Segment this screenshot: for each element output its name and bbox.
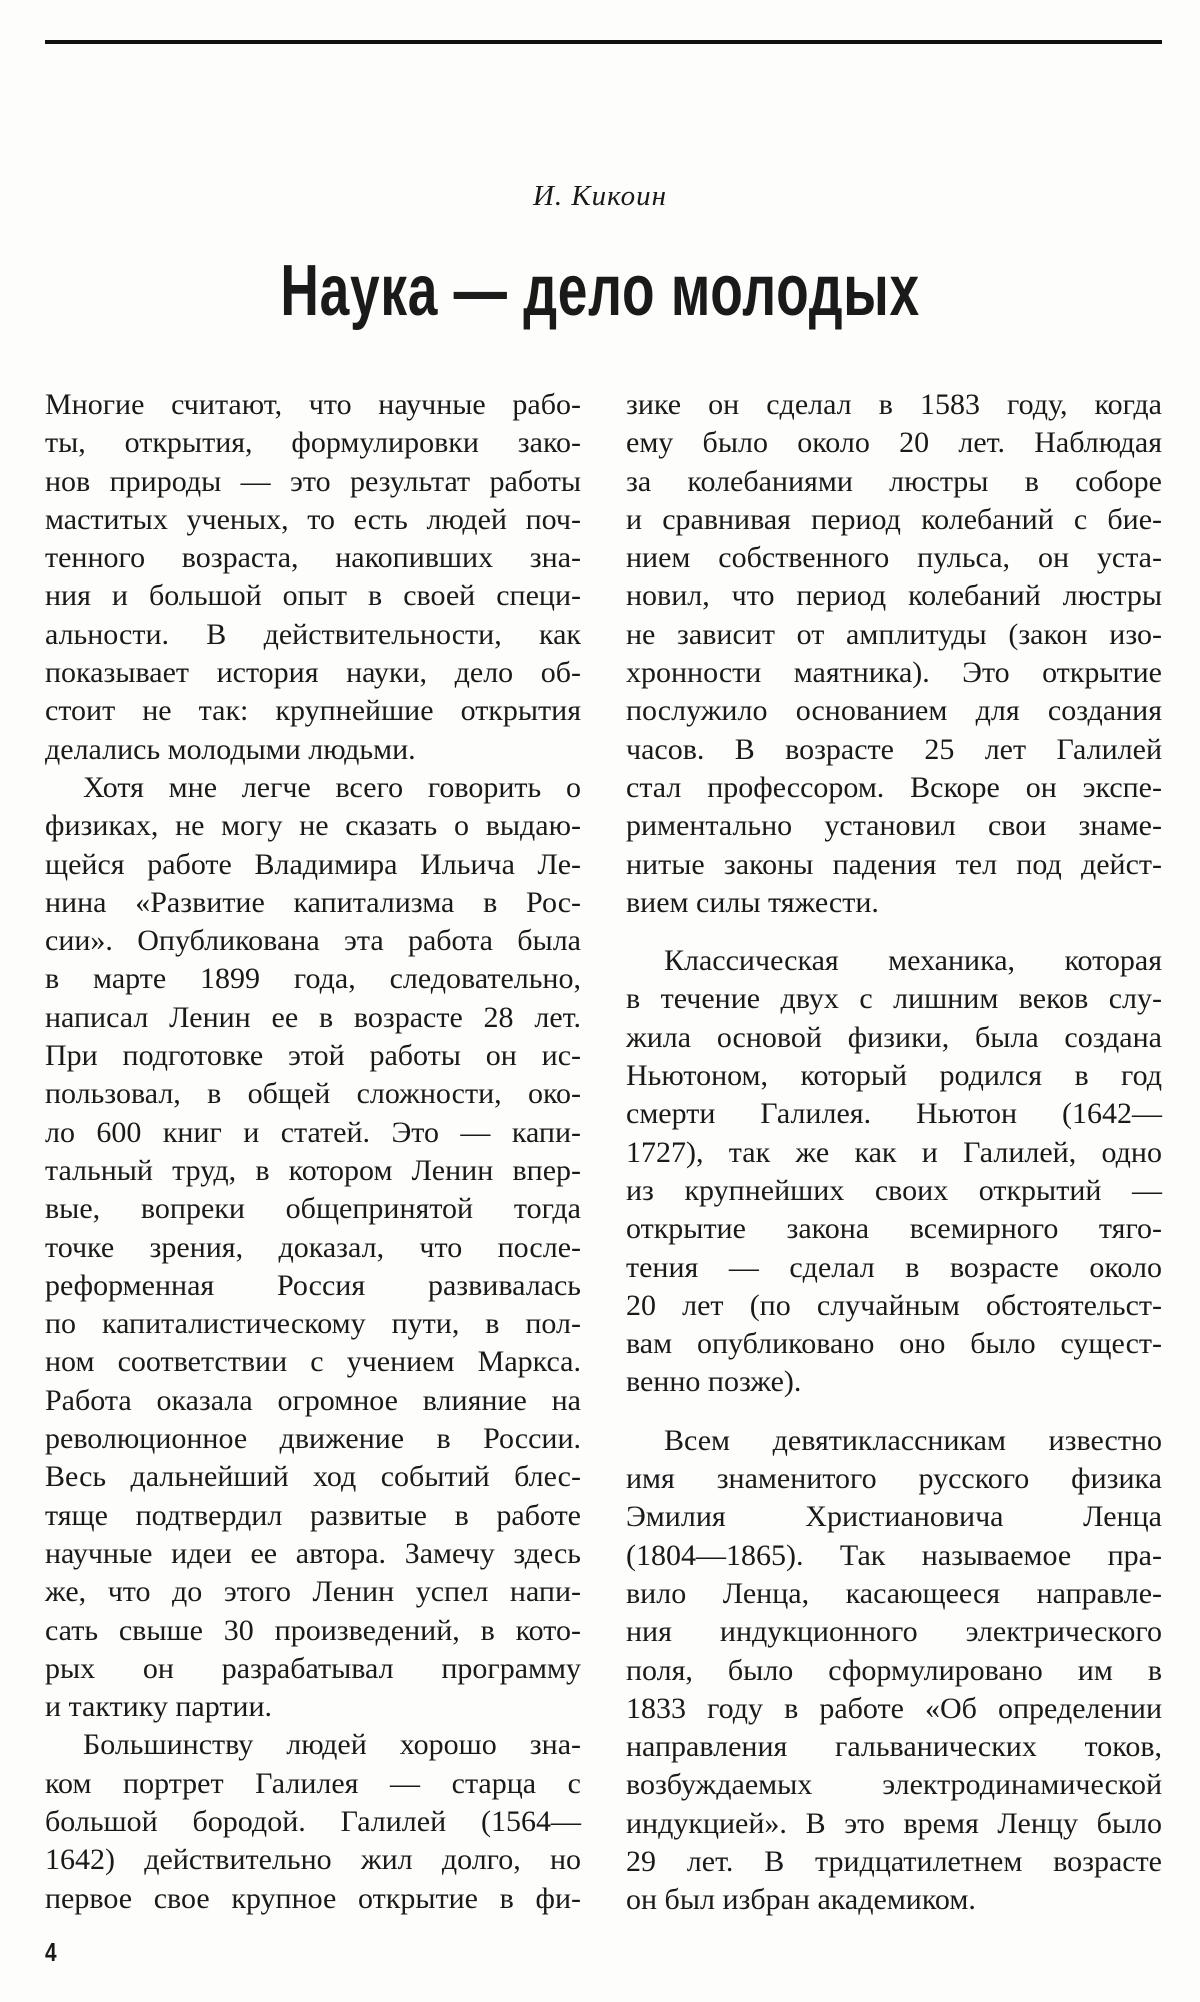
article-author: И. Кикоин xyxy=(532,180,668,212)
text-column-left xyxy=(45,386,581,1918)
text-line: часов. В возрасте 25 лет Галилей xyxy=(626,732,1162,766)
text-line: ты, открытия, формулировки зако- xyxy=(45,426,581,460)
text-line: показывает история науки, дело об- xyxy=(45,656,581,690)
text-line: При подготовке этой работы он ис- xyxy=(45,1039,581,1073)
text-line: маститых ученых, то есть людей поч- xyxy=(45,502,581,536)
text-line: хронности маятника). Это открытие xyxy=(626,656,1162,690)
text-line: послужило основанием для создания xyxy=(626,694,1162,728)
text-line: Всем девятиклассникам известно xyxy=(664,1423,1162,1457)
text-line: альности. В действительности, как xyxy=(45,617,581,651)
text-line: в течение двух с лишним веков слу- xyxy=(626,982,1162,1016)
text-line: новил, что период колебаний люстры xyxy=(626,579,1162,613)
text-line: научные идеи ее автора. Замечу здесь xyxy=(45,1536,581,1570)
text-line: ком портрет Галилея — старца с xyxy=(45,1766,581,1800)
text-line: индукцией». В это время Ленцу было xyxy=(626,1806,1162,1840)
text-line: поля, было сформулировано им в xyxy=(626,1653,1162,1687)
text-line: 29 лет. В тридцатилетнем возрасте xyxy=(626,1844,1162,1878)
text-line: Работа оказала огромное влияние на xyxy=(45,1383,581,1417)
text-column-right xyxy=(626,386,1162,1920)
top-rule xyxy=(45,40,1162,44)
paragraph xyxy=(626,942,1162,1402)
text-line: и тактику партии. xyxy=(45,1690,273,1724)
text-line: венно позже). xyxy=(626,1365,802,1399)
text-line: зике он сделал в 1583 году, когда xyxy=(626,388,1162,421)
text-line: делались молодыми людьми. xyxy=(45,732,416,766)
text-line: имя знаменитого русского физика xyxy=(626,1462,1162,1496)
text-line: рых он разрабатывал программу xyxy=(45,1651,581,1685)
paragraph xyxy=(626,1422,1162,1920)
text-line: нием собственного пульса, он уста- xyxy=(626,541,1162,575)
text-line: смерти Галилея. Ньютон (1642— xyxy=(626,1097,1162,1131)
text-line: вием силы тяжести. xyxy=(626,885,879,919)
paragraph xyxy=(45,1726,581,1917)
text-line: он был избран академиком. xyxy=(626,1883,976,1917)
text-line: 1727), так же как и Галилей, одно xyxy=(626,1135,1162,1169)
text-line: щейся работе Владимира Ильича Ле- xyxy=(45,847,581,881)
text-line: (1804—1865). Так называемое пра- xyxy=(626,1538,1162,1572)
text-line: тяще подтвердил развитые в работе xyxy=(45,1498,581,1532)
paragraph xyxy=(45,386,581,769)
article-title-wrap xyxy=(0,250,1200,332)
text-line: стал профессором. Вскоре он экспе- xyxy=(626,770,1162,804)
text-line: нитые законы падения тел под дейст- xyxy=(626,847,1162,881)
text-line: и сравнивая период колебаний с бие- xyxy=(626,502,1162,536)
text-line: Классическая механика, которая xyxy=(664,944,1162,978)
text-line: точке зрения, доказал, что после- xyxy=(45,1230,581,1264)
text-line: тальный труд, в котором Ленин впер- xyxy=(45,1153,581,1187)
text-line: ло 600 книг и статей. Это — капи- xyxy=(45,1115,581,1149)
text-line: ния и большой опыт в своей специ- xyxy=(45,579,581,613)
text-line: не зависит от амплитуды (закон изо- xyxy=(626,617,1162,651)
text-line: тения — сделал в возрасте около xyxy=(626,1250,1162,1284)
text-line: возбуждаемых электродинамической xyxy=(626,1768,1162,1802)
text-line: тенного возраста, накопивших зна- xyxy=(45,541,581,575)
text-line: большой бородой. Галилей (1564— xyxy=(45,1804,581,1838)
text-line: ном соответствии с учением Маркса. xyxy=(45,1345,581,1379)
text-line: нов природы — это результат работы xyxy=(45,464,581,498)
text-line: реформенная Россия развивалась xyxy=(45,1268,581,1302)
paragraph xyxy=(45,769,581,1726)
text-line: нина «Развитие капитализма в Рос- xyxy=(45,885,581,919)
text-line: по капиталистическому пути, в пол- xyxy=(45,1307,581,1341)
text-line: Ньютоном, который родился в год xyxy=(626,1059,1162,1093)
text-line: сии». Опубликована эта работа была xyxy=(45,924,581,958)
text-line: Хотя мне легче всего говорить о xyxy=(83,770,581,804)
page-number: 4 xyxy=(45,1937,57,1967)
text-line: открытие закона всемирного тяго- xyxy=(626,1212,1162,1246)
text-line: написал Ленин ее в возрасте 28 лет. xyxy=(45,1000,581,1034)
text-line: за колебаниями люстры в соборе xyxy=(626,464,1162,498)
text-line: пользовал, в общей сложности, око- xyxy=(45,1077,581,1111)
text-line: из крупнейших своих открытий — xyxy=(626,1173,1162,1207)
text-line: революционное движение в России. xyxy=(45,1422,581,1456)
text-line: физиках, не могу не сказать о выдаю- xyxy=(45,809,581,843)
text-line: Весь дальнейший ход событий блес- xyxy=(45,1460,581,1494)
text-line: сать свыше 30 произведений, в кото- xyxy=(45,1613,581,1647)
text-line: ему было около 20 лет. Наблюдая xyxy=(626,426,1162,460)
text-line: ния индукционного электрического xyxy=(626,1615,1162,1649)
text-line: жила основой физики, была создана xyxy=(626,1020,1162,1054)
text-line: же, что до этого Ленин успел напи- xyxy=(45,1575,581,1609)
text-line: Многие считают, что научные рабо- xyxy=(45,388,581,421)
text-line: вило Ленца, касающееся направле- xyxy=(626,1576,1162,1610)
text-line: вам опубликовано оно было сущест- xyxy=(626,1327,1162,1361)
paragraph xyxy=(626,386,1162,922)
text-line: направления гальванических токов, xyxy=(626,1730,1162,1764)
text-line: риментально установил свои знаме- xyxy=(626,809,1162,843)
text-line: вые, вопреки общепринятой тогда xyxy=(45,1192,581,1226)
text-line: Эмилия Христиановича Ленца xyxy=(626,1500,1162,1534)
text-line: 20 лет (по случайным обстоятельст- xyxy=(626,1288,1162,1322)
text-line: 1833 году в работе «Об определении xyxy=(626,1691,1162,1725)
article-title: Наука — дело молодых xyxy=(280,251,920,331)
text-line: стоит не так: крупнейшие открытия xyxy=(45,694,581,728)
text-line: первое свое крупное открытие в фи- xyxy=(45,1881,581,1915)
text-line: Большинству людей хорошо зна- xyxy=(83,1728,581,1762)
text-line: 1642) действительно жил долго, но xyxy=(45,1843,581,1877)
text-line: в марте 1899 года, следовательно, xyxy=(45,962,581,996)
